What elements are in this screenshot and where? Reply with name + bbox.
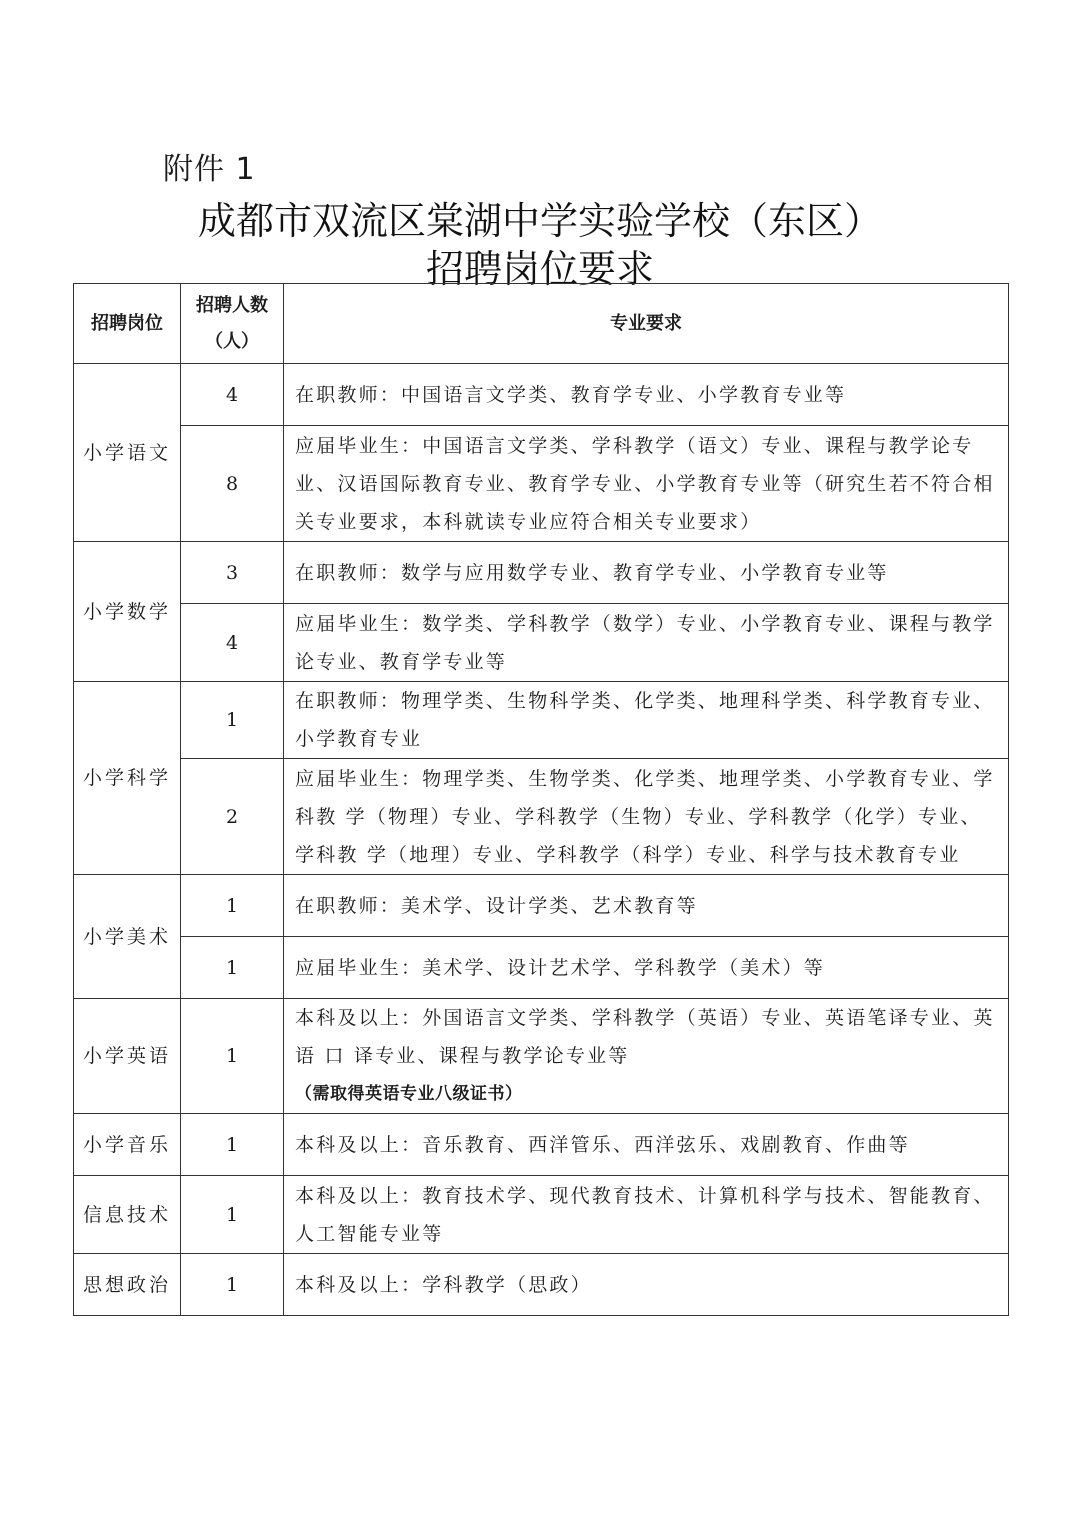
position-cell: 小学英语 [74, 999, 181, 1114]
count-cell: 1 [181, 1254, 284, 1316]
count-cell: 8 [181, 426, 284, 542]
table-row [74, 937, 1009, 999]
table-row [74, 604, 1009, 682]
header-count-line2: （人） [205, 330, 259, 352]
table-row [74, 1254, 1009, 1316]
page-title: 成都市双流区棠湖中学实验学校（东区） [197, 199, 882, 243]
page-subtitle: 招聘岗位要求 [425, 247, 654, 291]
requirement-cell: 应届毕业生：物理学类、生物学类、化学类、地理学类、小学教育专业、学科教 学（物理）专业、学科教学（生物）专业、学科教学（化学）专业、学科教 学（地理）专业、学科教学（科学）专业、科学与技术教育专业 [284, 759, 1009, 875]
count-cell: 2 [181, 759, 284, 875]
attachment-label: 附件 1 [163, 152, 256, 187]
table-row [74, 759, 1009, 875]
table-row [74, 542, 1009, 604]
count-cell: 1 [181, 1176, 284, 1254]
requirement-cell: 本科及以上：学科教学（思政） [284, 1254, 1009, 1316]
table-row [74, 999, 1009, 1114]
requirement-text: 本科及以上：外国语言文学类、学科教学（英语）专业、英语笔译专业、英语 口 译专业、课程与教学论专业等 [295, 1007, 995, 1067]
certificate-note: （需取得英语专业八级证书） [295, 1084, 523, 1104]
count-cell: 4 [181, 604, 284, 682]
count-cell: 1 [181, 1114, 284, 1176]
count-cell: 1 [181, 999, 284, 1114]
position-cell: 思想政治 [74, 1254, 181, 1316]
table-header-row [74, 284, 1009, 364]
table-row [74, 1176, 1009, 1254]
requirement-cell: 在职教师：美术学、设计学类、艺术教育等 [284, 875, 1009, 937]
requirement-cell [284, 999, 1009, 1114]
table-row [74, 426, 1009, 542]
requirement-cell: 应届毕业生：中国语言文学类、学科教学（语文）专业、课程与教学论专业、汉语国际教育专业、教育学专业、小学教育专业等（研究生若不符合相关专业要求，本科就读专业应符合相关专业要求） [284, 426, 1009, 542]
table-row [74, 682, 1009, 759]
requirement-cell: 本科及以上：教育技术学、现代教育技术、计算机科学与技术、智能教育、人工智能专业等 [284, 1176, 1009, 1254]
table-row [74, 1114, 1009, 1176]
recruitment-table [73, 283, 1009, 1316]
table-row [74, 875, 1009, 937]
requirement-cell: 本科及以上：音乐教育、西洋管乐、西洋弦乐、戏剧教育、作曲等 [284, 1114, 1009, 1176]
count-cell: 4 [181, 364, 284, 426]
header-position: 招聘岗位 [74, 284, 181, 364]
position-cell: 信息技术 [74, 1176, 181, 1254]
count-cell: 3 [181, 542, 284, 604]
requirement-cell: 在职教师：中国语言文学类、教育学专业、小学教育专业等 [284, 364, 1009, 426]
position-cell: 小学数学 [74, 542, 181, 682]
count-cell: 1 [181, 682, 284, 759]
requirement-cell: 在职教师：数学与应用数学专业、教育学专业、小学教育专业等 [284, 542, 1009, 604]
position-cell: 小学语文 [74, 364, 181, 542]
requirement-cell: 应届毕业生：美术学、设计艺术学、学科教学（美术）等 [284, 937, 1009, 999]
header-requirement: 专业要求 [284, 284, 1009, 364]
count-cell: 1 [181, 937, 284, 999]
position-cell: 小学美术 [74, 875, 181, 999]
header-count-line1: 招聘人数 [196, 294, 268, 316]
position-cell: 小学音乐 [74, 1114, 181, 1176]
header-count [181, 284, 284, 364]
position-cell: 小学科学 [74, 682, 181, 875]
requirement-cell: 应届毕业生：数学类、学科教学（数学）专业、小学教育专业、课程与教学论专业、教育学专业等 [284, 604, 1009, 682]
count-cell: 1 [181, 875, 284, 937]
table-row [74, 364, 1009, 426]
requirement-cell: 在职教师：物理学类、生物科学类、化学类、地理科学类、科学教育专业、小学教育专业 [284, 682, 1009, 759]
